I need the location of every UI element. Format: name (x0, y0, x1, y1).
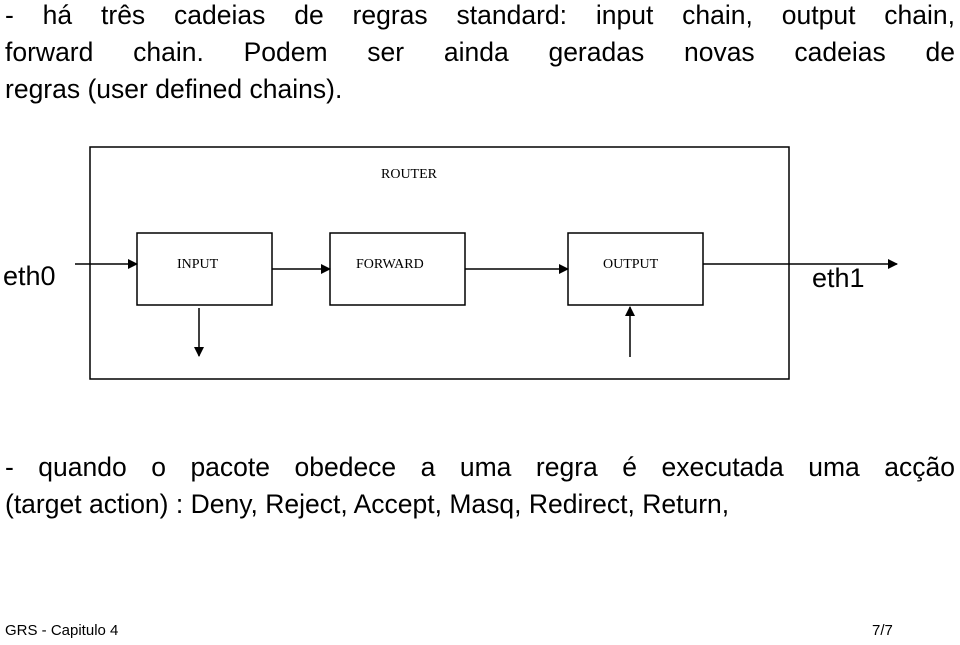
page-number: 7/7 (872, 622, 893, 639)
output-chain-label: OUTPUT (603, 257, 659, 272)
action-line: - quando o pacote obedece a uma regra é executada uma acção (5, 452, 955, 482)
eth0-label: eth0 (3, 261, 56, 291)
input-chain-label: INPUT (177, 257, 219, 272)
router-label: ROUTER (381, 167, 437, 182)
intro-line: forward chain. Podem ser ainda geradas novas cadeias de (5, 37, 955, 67)
eth1-label: eth1 (812, 263, 865, 293)
action-paragraph (5, 449, 955, 523)
action-line: (target action) : Deny, Reject, Accept, Masq, Redirect, Return, (5, 489, 730, 519)
intro-line: regras (user defined chains). (5, 74, 343, 104)
intro-line: - há três cadeias de regras standard: input chain, output chain, (5, 0, 955, 30)
forward-chain-label: FORWARD (356, 257, 424, 272)
footer-title: GRS - Capitulo 4 (5, 622, 119, 639)
